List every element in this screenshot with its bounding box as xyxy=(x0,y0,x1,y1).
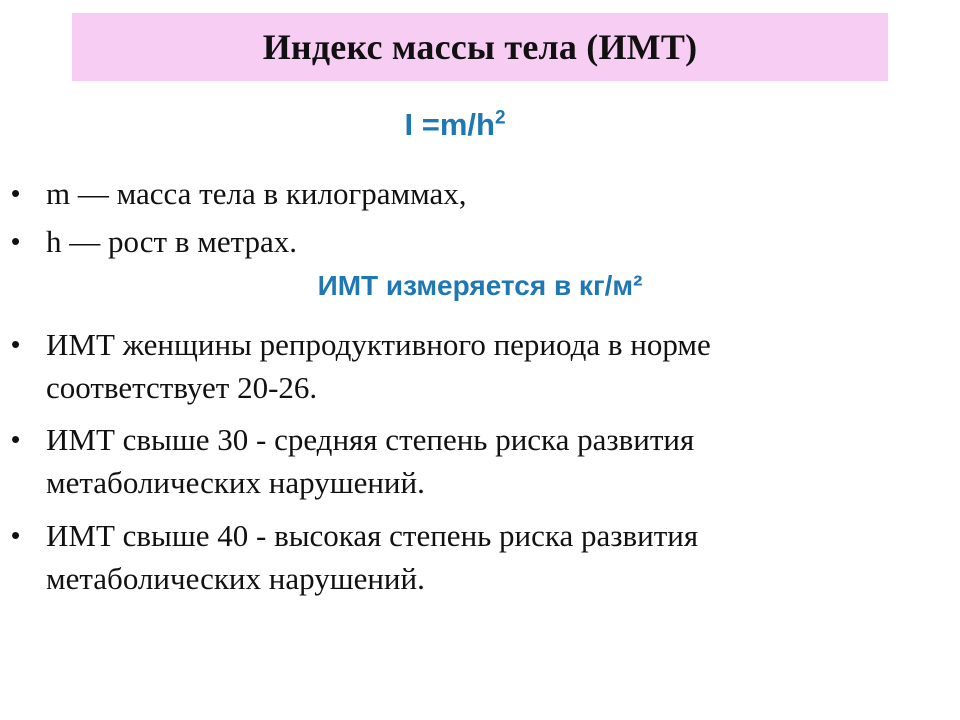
definition-text: m — масса тела в килограммах, xyxy=(46,176,467,211)
bullet-icon: • xyxy=(11,520,21,550)
slide-title: Индекс массы тела (ИМТ) xyxy=(262,27,698,67)
formula-main: I =m/h xyxy=(404,107,495,142)
bullet-icon: • xyxy=(11,226,21,256)
fact-text: ИМТ свыше 30 - средняя степень риска развития метаболических нарушений. xyxy=(46,422,695,500)
bmi-formula xyxy=(0,107,910,143)
definition-text: h — рост в метрах. xyxy=(46,224,298,259)
bmi-unit-statement: ИМТ измеряется в кг/м² xyxy=(317,270,643,301)
formula-exponent: 2 xyxy=(494,107,506,129)
fact-text: ИМТ женщины репродуктивного периода в норме соответствует 20-26. xyxy=(46,327,711,405)
bullet-icon: • xyxy=(11,424,21,454)
bullet-icon: • xyxy=(11,178,21,208)
fact-text: ИМТ свыше 40 - высокая степень риска развития метаболических нарушений. xyxy=(46,518,699,596)
slide-title-bar xyxy=(72,13,888,81)
bullet-icon: • xyxy=(11,329,21,359)
